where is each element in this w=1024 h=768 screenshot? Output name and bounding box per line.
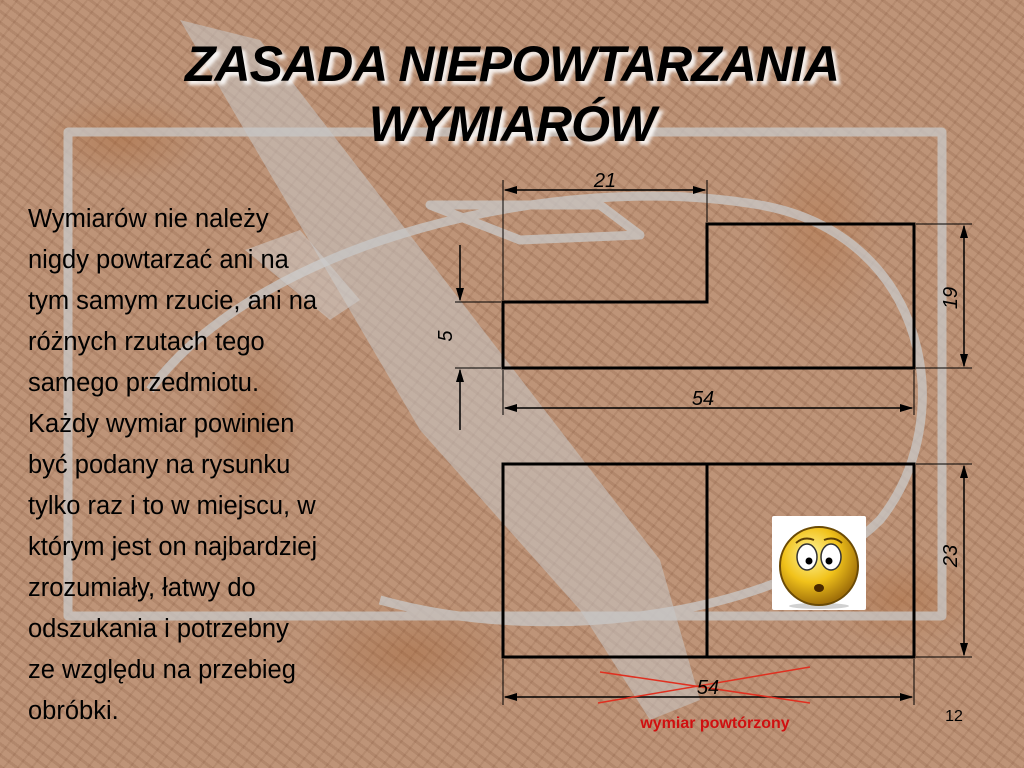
dim-label-19: 19 [940, 286, 962, 310]
dim-label-54-top: 54 [691, 388, 715, 410]
dim-label-23: 23 [940, 544, 962, 568]
body-paragraph: Wymiarów nie należy nigdy powtarzać ani na tym samym rzucie, ani na różnych rzutach tego samego przedmiotu. Każdy wymiar powinien być podany na rysunku tylko raz i to w miejscu, w którym jest on najbardziej zrozumiały, łatwy do odszukania i potrzebny ze względu na przebieg obróbki. [28, 205, 318, 725]
dim-label-21: 21 [593, 170, 617, 192]
surprised-smiley-icon [772, 516, 866, 610]
front-view [503, 464, 972, 705]
repeated-dimension-caption: wymiar powtórzony [640, 715, 790, 732]
top-view-outline [503, 224, 914, 368]
slide-title-line-1: ZASADA NIEPOWTARZANIA [185, 36, 839, 92]
dim-label-5: 5 [435, 330, 457, 342]
dim-label-54-bottom: 54 [696, 677, 720, 699]
slide-title-line-2: WYMIARÓW [368, 96, 656, 152]
slide-number: 12 [945, 708, 963, 725]
